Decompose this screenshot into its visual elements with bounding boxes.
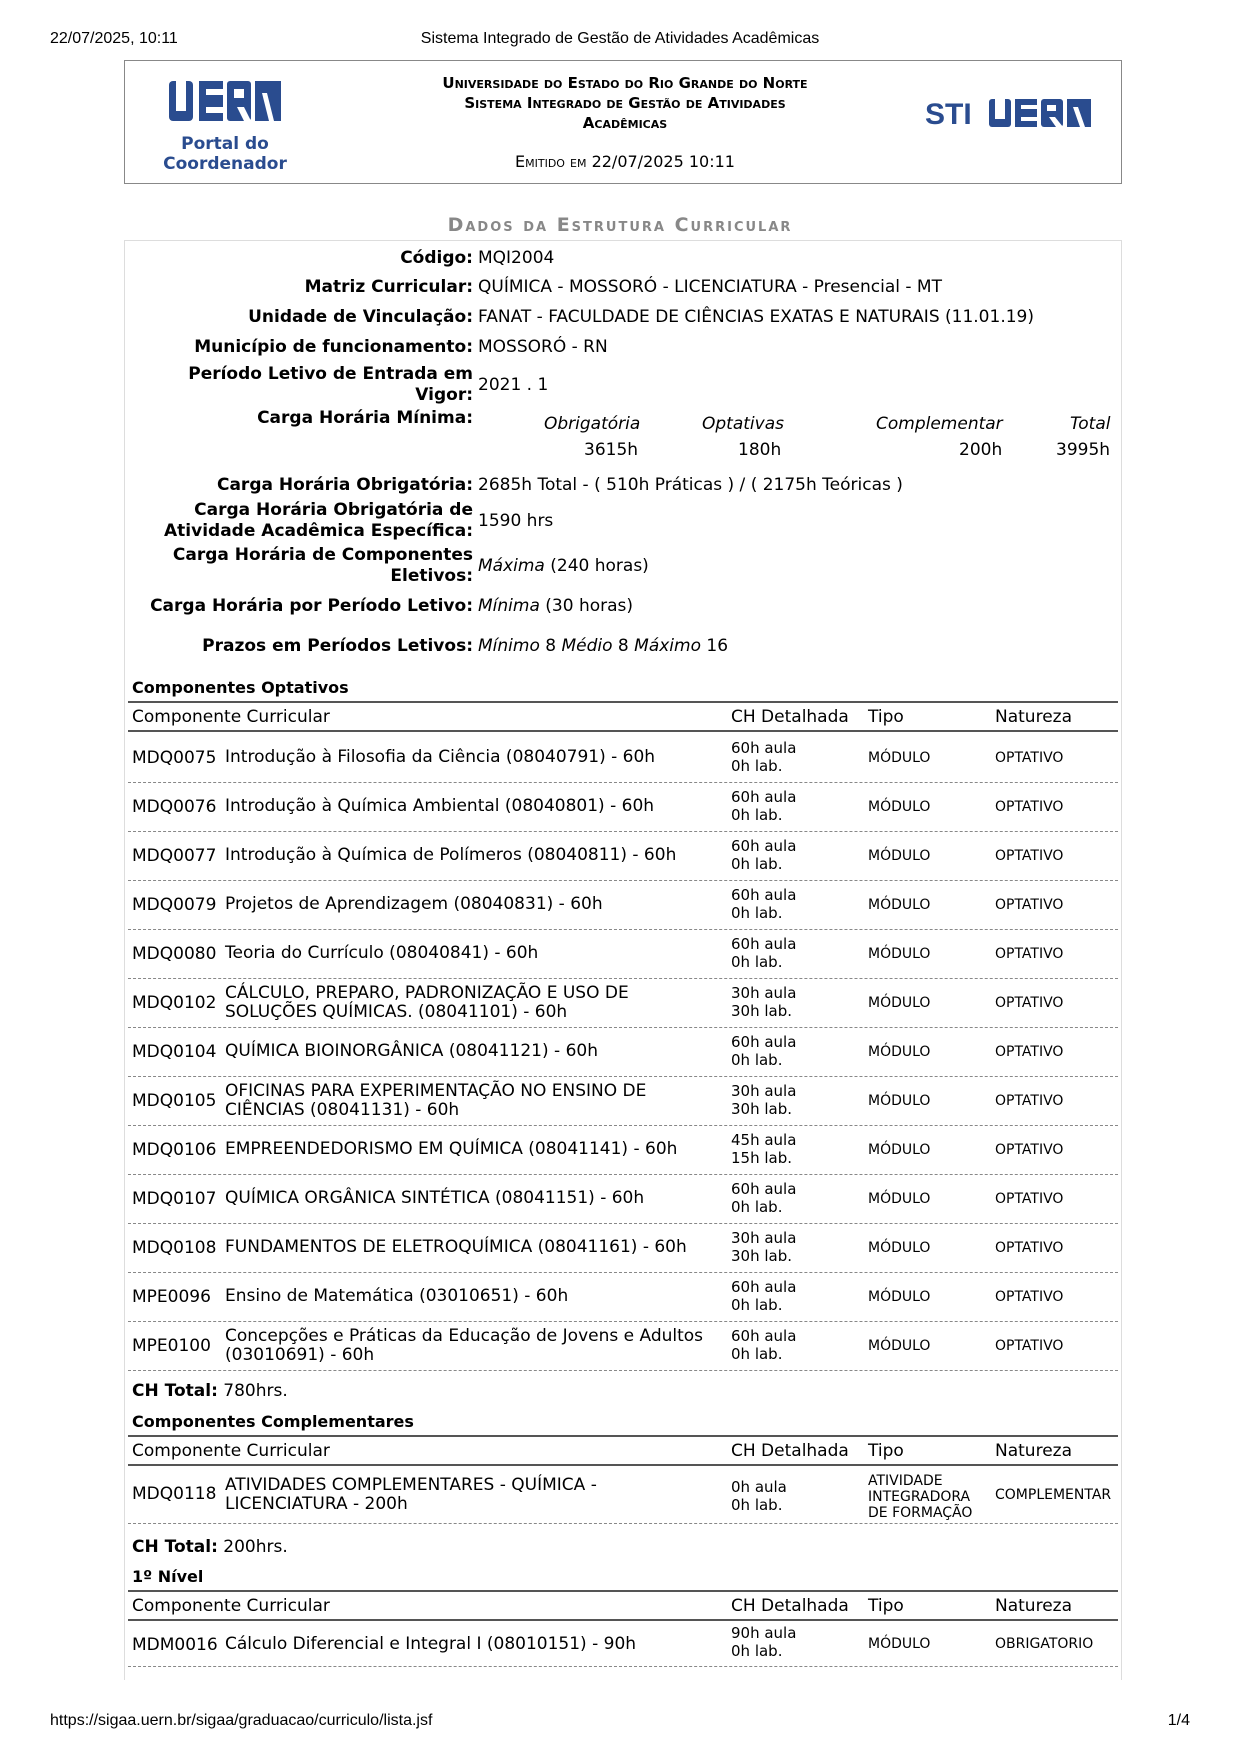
svg-text:STI: STI: [925, 98, 972, 129]
component-code: MDQ0079: [132, 895, 217, 915]
periodo-label: [188, 364, 473, 406]
chper-hours: (30 horas): [539, 596, 634, 616]
portal-line-2: Coordenador: [163, 154, 287, 174]
component-tipo: MÓDULO: [868, 1093, 931, 1109]
chmin-value-complementar: 200h: [959, 440, 1003, 460]
component-ch: [731, 886, 796, 922]
complementares-total: [132, 1537, 288, 1557]
chmin-label: Carga Horária Mínima:: [257, 408, 473, 428]
col-tipo: Tipo: [868, 1441, 904, 1461]
ch-aula: 60h aula: [731, 886, 797, 904]
component-name: EMPREENDEDORISMO EM QUÍMICA (08041141) - 60h: [225, 1139, 678, 1159]
component-code: MDQ0118: [132, 1484, 217, 1504]
col-tipo: Tipo: [868, 1596, 904, 1616]
table-row: [128, 734, 1118, 783]
prazos-min: 8: [539, 636, 562, 656]
chaae-label-line-1: Carga Horária Obrigatória de: [194, 500, 473, 520]
table-row: [128, 1126, 1118, 1175]
chele-label: [173, 545, 473, 587]
ch-aula: 30h aula: [731, 1082, 797, 1100]
component-name: Introdução à Filosofia da Ciência (08040791) - 60h: [225, 747, 656, 767]
ch-lab: 30h lab.: [731, 1247, 793, 1265]
component-code: MDQ0077: [132, 846, 217, 866]
component-name: ATIVIDADES COMPLEMENTARES - QUÍMICA - LICENCIATURA - 200h: [225, 1475, 597, 1514]
col-ch-detalhada: CH Detalhada: [731, 1596, 849, 1616]
component-ch: [731, 739, 796, 775]
component-name: OFICINAS PARA EXPERIMENTAÇÃO NO ENSINO DE CIÊNCIAS (08041131) - 60h: [225, 1081, 647, 1120]
component-ch: [731, 1478, 787, 1514]
component-code: MPE0096: [132, 1287, 211, 1307]
ch-aula: 60h aula: [731, 1033, 797, 1051]
component-natureza: OPTATIVO: [995, 848, 1064, 864]
chaae-label-line-2: Atividade Acadêmica Específica:: [164, 521, 473, 541]
component-ch: [731, 788, 796, 824]
component-ch: [731, 1229, 796, 1265]
component-tipo: MÓDULO: [868, 1240, 931, 1256]
sti-uern-logo: [925, 97, 1095, 129]
codigo-value: MQI2004: [478, 248, 555, 268]
chobr-value: 2685h Total - ( 510h Práticas ) / ( 2175h Teóricas ): [478, 475, 903, 495]
chaae-label: [164, 500, 473, 542]
component-natureza: OBRIGATORIO: [995, 1636, 1094, 1652]
chele-value: [478, 556, 649, 577]
component-name: QUÍMICA ORGÂNICA SINTÉTICA (08041151) - 60h: [225, 1188, 645, 1208]
component-ch: [731, 1131, 796, 1167]
ch-lab: 0h lab.: [731, 953, 783, 971]
ch-aula: 60h aula: [731, 837, 797, 855]
ch-lab: 0h lab.: [731, 904, 783, 922]
component-tipo: MÓDULO: [868, 848, 931, 864]
component-name: Cálculo Diferencial e Integral I (08010151) - 90h: [225, 1634, 637, 1654]
ch-aula: 30h aula: [731, 1229, 797, 1247]
ch-aula: 90h aula: [731, 1624, 797, 1642]
prazos-med: 8: [612, 636, 635, 656]
component-natureza: OPTATIVO: [995, 1191, 1064, 1207]
component-tipo: MÓDULO: [868, 995, 931, 1011]
nivel1-title: 1º Nível: [132, 1567, 204, 1586]
component-name: Projetos de Aprendizagem (08040831) - 60h: [225, 894, 603, 914]
ch-aula: 45h aula: [731, 1131, 797, 1149]
table-row: [128, 881, 1118, 930]
nivel1-column-header: [128, 1590, 1118, 1621]
ch-lab: 15h lab.: [731, 1149, 793, 1167]
component-code: MDQ0105: [132, 1091, 217, 1111]
university-line-2: Sistema Integrado de Gestão de Atividades: [464, 94, 786, 112]
component-name: Introdução à Química de Polímeros (08040811) - 60h: [225, 845, 677, 865]
chper-label: Carga Horária por Período Letivo:: [150, 596, 473, 616]
print-url: https://sigaa.uern.br/sigaa/graduacao/curriculo/lista.jsf: [50, 1712, 433, 1729]
chmin-value-obrigatoria: 3615h: [584, 440, 639, 460]
component-ch: [731, 1327, 796, 1363]
ch-lab: 0h lab.: [731, 855, 783, 873]
unidade-label: Unidade de Vinculação:: [248, 307, 473, 327]
component-code: MDQ0107: [132, 1189, 217, 1209]
table-row: [128, 1466, 1118, 1524]
ch-aula: 60h aula: [731, 739, 797, 757]
optativos-title: Componentes Optativos: [132, 678, 349, 697]
chper-value: [478, 596, 633, 617]
ch-aula: 60h aula: [731, 935, 797, 953]
ch-lab: 0h lab.: [731, 806, 783, 824]
unidade-value: FANAT - FACULDADE DE CIÊNCIAS EXATAS E NATURAIS (11.01.19): [478, 307, 1034, 327]
ch-lab: 0h lab.: [731, 757, 783, 775]
component-natureza: OPTATIVO: [995, 897, 1064, 913]
component-code: MDQ0106: [132, 1140, 217, 1160]
component-natureza: OPTATIVO: [995, 946, 1064, 962]
component-tipo: MÓDULO: [868, 1338, 931, 1354]
component-natureza: OPTATIVO: [995, 1289, 1064, 1305]
chmin-head-total: Total: [1070, 414, 1111, 434]
chele-label-line-1: Carga Horária de Componentes: [172, 545, 473, 565]
component-name: Introdução à Química Ambiental (08040801) - 60h: [225, 796, 655, 816]
table-row: [128, 783, 1118, 832]
component-tipo: ATIVIDADE INTEGRADORA DE FORMAÇÃO: [868, 1473, 973, 1521]
component-ch: [731, 1278, 796, 1314]
col-natureza: Natureza: [995, 1441, 1072, 1461]
col-ch-detalhada: CH Detalhada: [731, 1441, 849, 1461]
col-ch-detalhada: CH Detalhada: [731, 707, 849, 727]
chmin-head-complementar: Complementar: [876, 414, 1003, 434]
chobr-label: Carga Horária Obrigatória:: [216, 475, 473, 495]
prazos-max: 16: [701, 636, 729, 656]
component-natureza: OPTATIVO: [995, 1240, 1064, 1256]
component-tipo: MÓDULO: [868, 750, 931, 766]
component-name: CÁLCULO, PREPARO, PADRONIZAÇÃO E USO DE SOLUÇÕES QUÍMICAS. (08041101) - 60h: [225, 983, 629, 1022]
col-componente: Componente Curricular: [132, 1596, 330, 1616]
portal-label: [145, 134, 305, 174]
col-componente: Componente Curricular: [132, 1441, 330, 1461]
component-name: QUÍMICA BIOINORGÂNICA (08041121) - 60h: [225, 1041, 598, 1061]
component-tipo: MÓDULO: [868, 1191, 931, 1207]
component-tipo: MÓDULO: [868, 1142, 931, 1158]
component-natureza: COMPLEMENTAR: [995, 1487, 1112, 1503]
ch-lab: 0h lab.: [731, 1051, 783, 1069]
optativos-total: [132, 1381, 288, 1401]
portal-line-1: Portal do: [181, 134, 269, 154]
matriz-label: Matriz Curricular:: [304, 277, 473, 297]
component-natureza: OPTATIVO: [995, 1338, 1064, 1354]
component-natureza: OPTATIVO: [995, 750, 1064, 766]
optativos-column-header: [128, 701, 1118, 732]
periodo-label-line-2: Vigor:: [415, 385, 473, 405]
table-row: [128, 1621, 1118, 1667]
prazos-max-label: Máximo: [634, 636, 701, 656]
ch-lab: 0h lab.: [731, 1198, 783, 1216]
table-row: [128, 1028, 1118, 1077]
component-tipo: MÓDULO: [868, 1289, 931, 1305]
component-code: MDM0016: [132, 1635, 218, 1655]
periodo-value: 2021 . 1: [478, 375, 549, 395]
optativos-total-value: 780hrs.: [217, 1381, 288, 1401]
table-row: [128, 1322, 1118, 1371]
chele-label-line-2: Eletivos:: [390, 566, 473, 586]
ch-aula: 30h aula: [731, 984, 797, 1002]
prazos-med-label: Médio: [561, 636, 613, 656]
component-code: MDQ0104: [132, 1042, 217, 1062]
component-ch: [731, 984, 796, 1020]
component-code: MDQ0102: [132, 993, 217, 1013]
ch-aula: 60h aula: [731, 1278, 797, 1296]
col-tipo: Tipo: [868, 707, 904, 727]
emitted-date: Emitido em 22/07/2025 10:11: [515, 152, 735, 171]
optativos-total-label: CH Total:: [132, 1381, 218, 1401]
prazos-value: [478, 636, 728, 657]
component-natureza: OPTATIVO: [995, 1142, 1064, 1158]
print-page-number: 1/4: [1167, 1712, 1190, 1729]
chmin-value-total: 3995h: [1056, 440, 1111, 460]
component-tipo: MÓDULO: [868, 1044, 931, 1060]
component-name: Ensino de Matemática (03010651) - 60h: [225, 1286, 569, 1306]
component-name: FUNDAMENTOS DE ELETROQUÍMICA (08041161) - 60h: [225, 1237, 687, 1257]
table-row: [128, 1273, 1118, 1322]
complementares-total-label: CH Total:: [132, 1537, 218, 1557]
section-title: Dados da Estrutura Curricular: [447, 214, 793, 236]
table-row: [128, 1175, 1118, 1224]
matriz-value: QUÍMICA - MOSSORÓ - LICENCIATURA - Presencial - MT: [478, 277, 942, 297]
chaae-value: 1590 hrs: [478, 511, 554, 531]
complementares-title: Componentes Complementares: [132, 1412, 414, 1431]
component-tipo: MÓDULO: [868, 799, 931, 815]
chmin-value-optativas: 180h: [738, 440, 782, 460]
print-title: Sistema Integrado de Gestão de Atividades Acadêmicas: [420, 30, 820, 47]
prazos-min-label: Mínimo: [478, 636, 540, 656]
table-row: [128, 1077, 1118, 1126]
chele-hours: (240 horas): [544, 556, 649, 576]
table-row: [128, 930, 1118, 979]
component-tipo: MÓDULO: [868, 946, 931, 962]
ch-lab: 0h lab.: [731, 1296, 783, 1314]
component-code: MPE0100: [132, 1336, 211, 1356]
component-tipo: MÓDULO: [868, 1636, 931, 1652]
prazos-label: Prazos em Períodos Letivos:: [202, 636, 473, 656]
municipio-value: MOSSORÓ - RN: [478, 337, 608, 357]
periodo-label-line-1: Período Letivo de Entrada em: [188, 364, 473, 384]
component-ch: [731, 1082, 796, 1118]
component-ch: [731, 935, 796, 971]
ch-lab: 0h lab.: [731, 1345, 783, 1363]
ch-lab: 30h lab.: [731, 1002, 793, 1020]
col-natureza: Natureza: [995, 1596, 1072, 1616]
chmin-head-optativas: Optativas: [702, 414, 784, 434]
component-name: Concepções e Práticas da Educação de Jovens e Adultos (03010691) - 60h: [225, 1326, 704, 1365]
report-banner: [124, 60, 1122, 184]
university-name: [365, 73, 885, 133]
ch-aula: 60h aula: [731, 788, 797, 806]
ch-aula: 60h aula: [731, 1180, 797, 1198]
chele-max-label: Máxima: [478, 556, 545, 576]
component-natureza: OPTATIVO: [995, 799, 1064, 815]
component-code: MDQ0075: [132, 748, 217, 768]
chmin-head-obrigatoria: Obrigatória: [544, 414, 641, 434]
ch-lab: 0h lab.: [731, 1496, 783, 1514]
complementares-total-value: 200hrs.: [217, 1537, 288, 1557]
component-tipo: MÓDULO: [868, 897, 931, 913]
component-natureza: OPTATIVO: [995, 995, 1064, 1011]
col-componente: Componente Curricular: [132, 707, 330, 727]
codigo-label: Código:: [400, 248, 473, 268]
component-ch: [731, 837, 796, 873]
print-datetime: 22/07/2025, 10:11: [50, 30, 178, 47]
component-code: MDQ0108: [132, 1238, 217, 1258]
university-line-3: Acadêmicas: [582, 114, 668, 132]
chper-min-label: Mínima: [478, 596, 540, 616]
component-natureza: OPTATIVO: [995, 1093, 1064, 1109]
table-row: [128, 979, 1118, 1028]
ch-lab: 0h lab.: [731, 1642, 783, 1660]
component-code: MDQ0076: [132, 797, 217, 817]
component-ch: [731, 1033, 796, 1069]
ch-aula: 0h aula: [731, 1478, 787, 1496]
complementares-column-header: [128, 1435, 1118, 1466]
component-code: MDQ0080: [132, 944, 217, 964]
municipio-label: Município de funcionamento:: [194, 337, 473, 357]
ch-aula: 60h aula: [731, 1327, 797, 1345]
component-ch: [731, 1624, 796, 1660]
component-ch: [731, 1180, 796, 1216]
table-row: [128, 1224, 1118, 1273]
uern-logo: [169, 81, 281, 121]
col-natureza: Natureza: [995, 707, 1072, 727]
ch-lab: 30h lab.: [731, 1100, 793, 1118]
component-name: Teoria do Currículo (08040841) - 60h: [225, 943, 539, 963]
component-natureza: OPTATIVO: [995, 1044, 1064, 1060]
table-row: [128, 832, 1118, 881]
university-line-1: Universidade do Estado do Rio Grande do Norte: [442, 74, 808, 92]
